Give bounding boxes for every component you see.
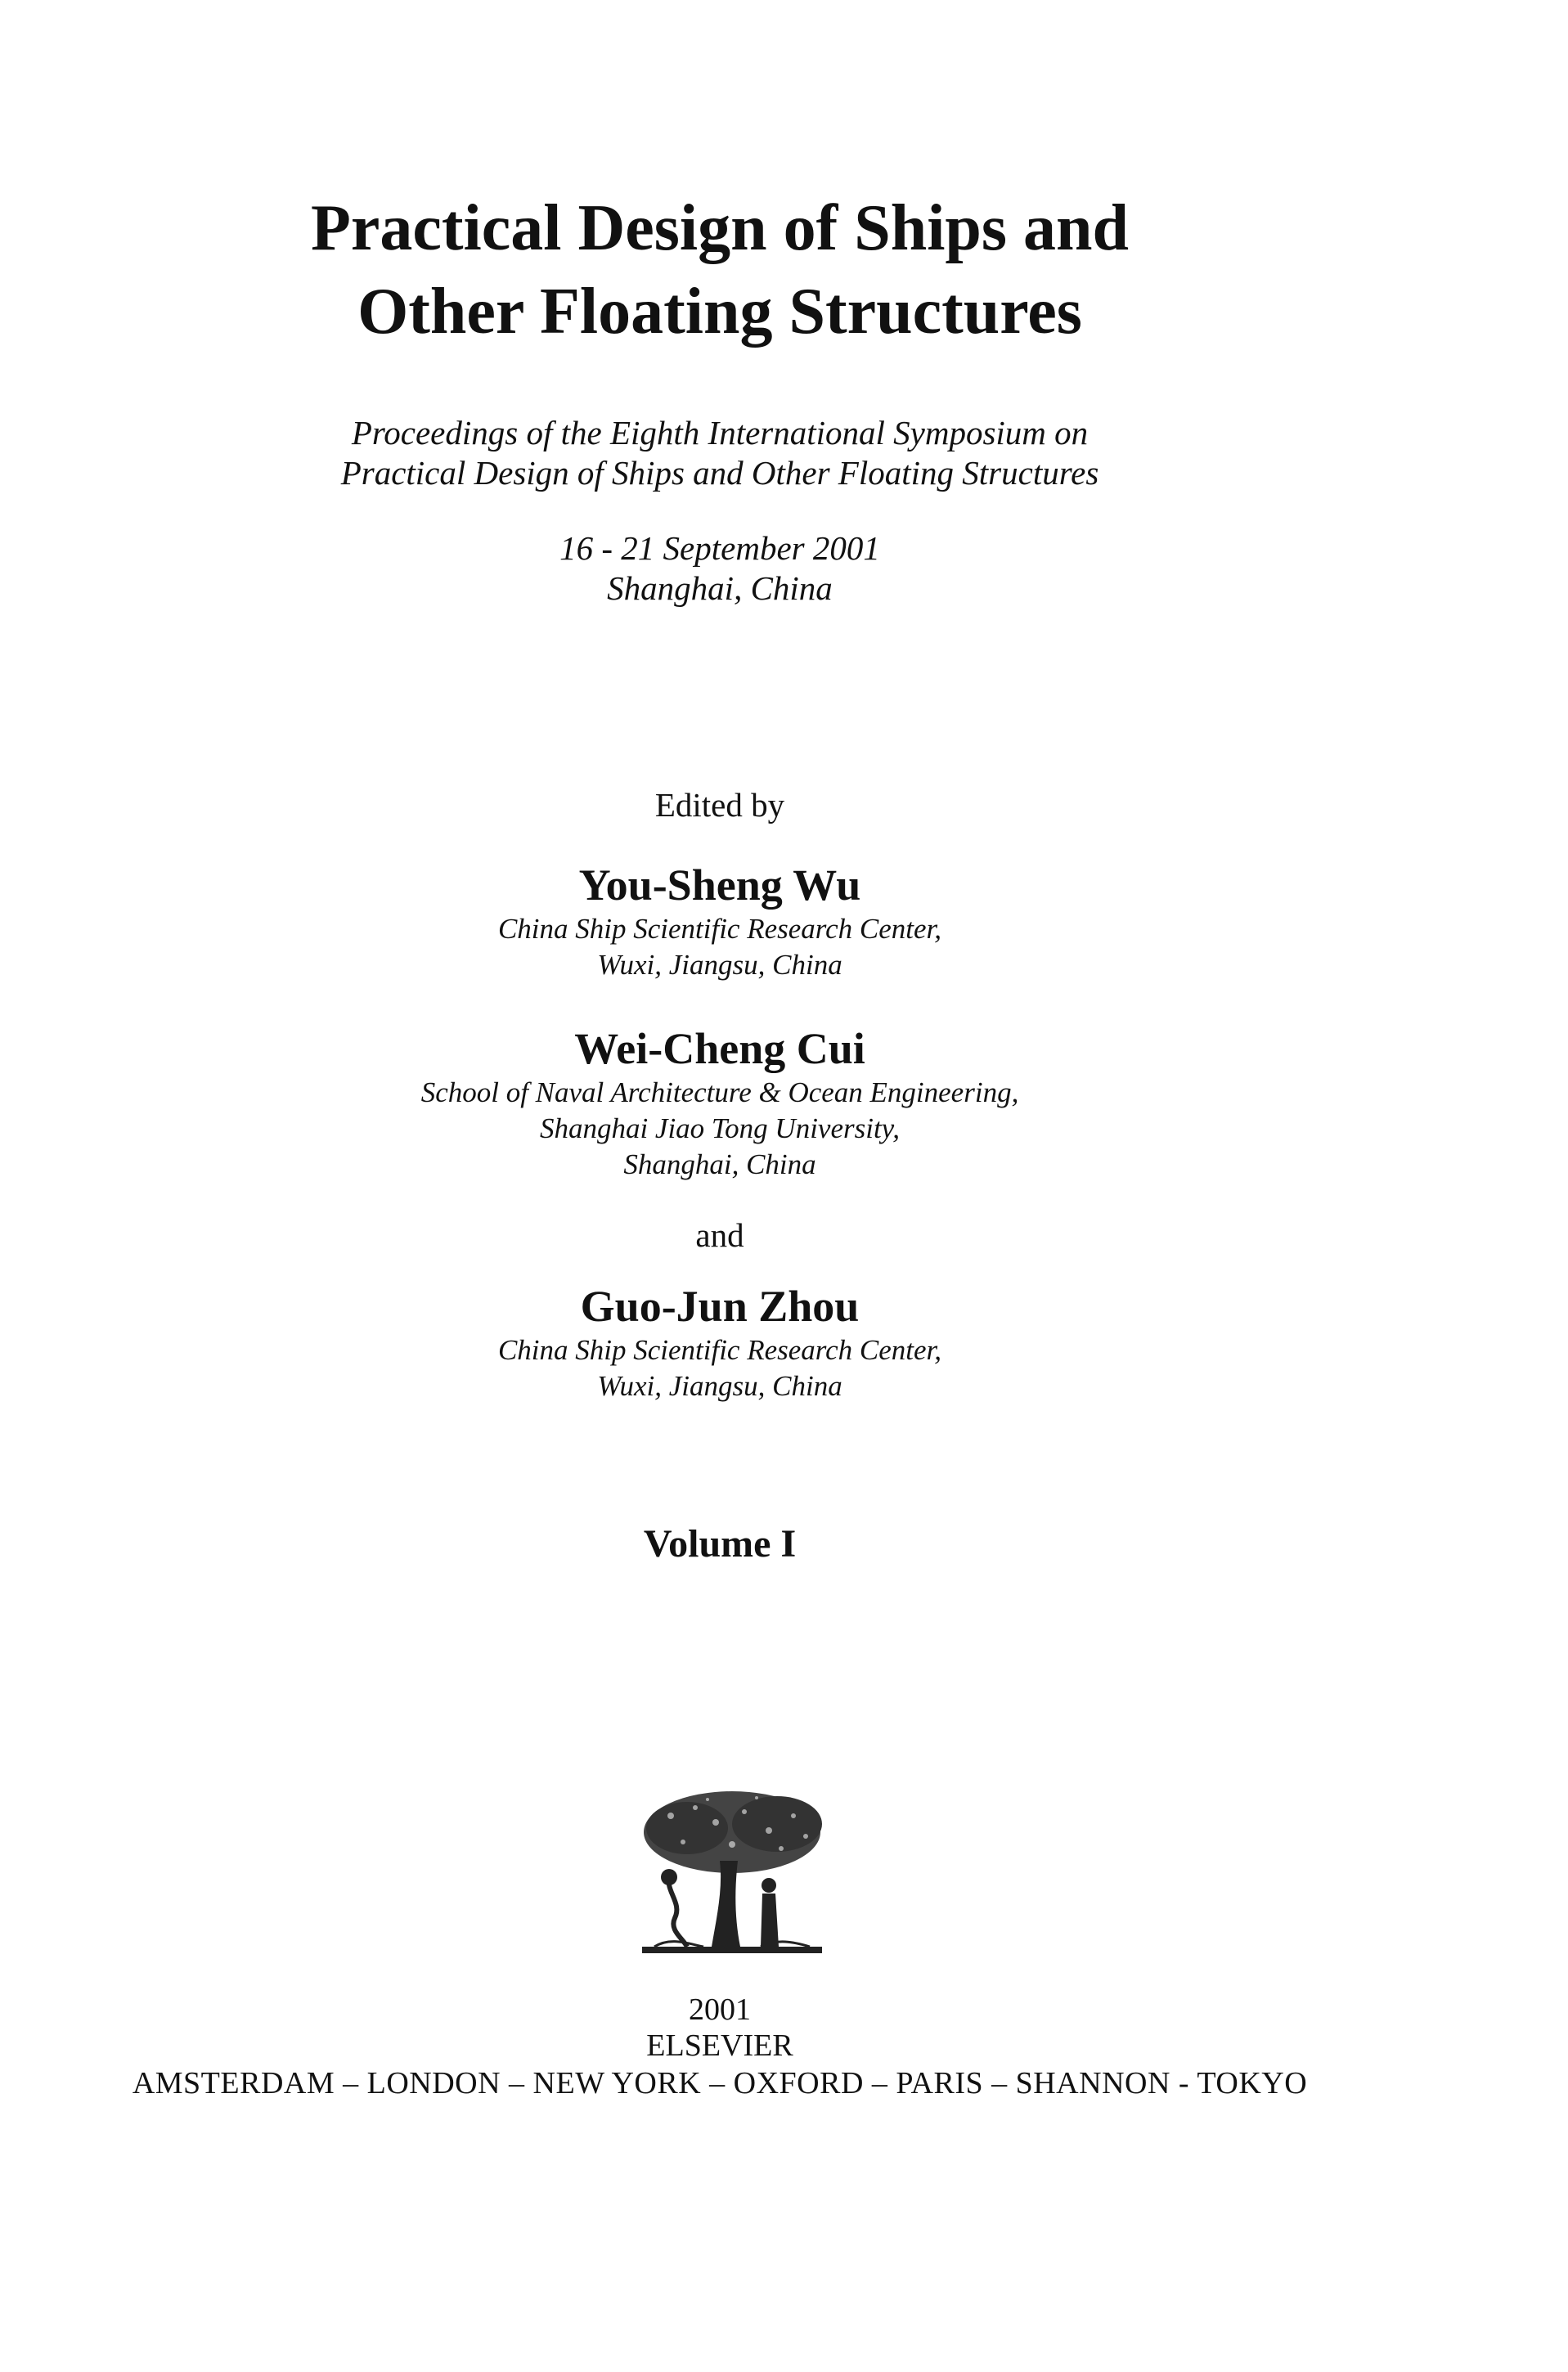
book-title-line-1: Practical Design of Ships and [310, 192, 1130, 264]
editor-1 [0, 859, 1440, 983]
proceedings-subtitle [0, 413, 1440, 493]
editor-affiliation-line: Wuxi, Jiangsu, China [597, 1370, 842, 1402]
publisher-info [0, 1992, 1440, 2064]
volume-label: Volume I [643, 1522, 797, 1566]
publisher-name: ELSEVIER [646, 2028, 793, 2063]
event-dates: 16 - 21 September 2001 [559, 529, 880, 567]
proceedings-line-2: Practical Design of Ships and Other Floating Structures [340, 454, 1099, 492]
editor-affiliation-line: Wuxi, Jiangsu, China [597, 949, 842, 981]
editor-affiliation-line: School of Naval Architecture & Ocean Engineering, [420, 1076, 1019, 1108]
editor-3 [0, 1280, 1440, 1404]
publication-year: 2001 [689, 1992, 751, 2027]
book-title-line-2: Other Floating Structures [357, 276, 1082, 348]
edited-by-label: Edited by [654, 786, 785, 824]
proceedings-line-1: Proceedings of the Eighth International Symposium on [351, 414, 1089, 451]
book-title [0, 186, 1440, 353]
editor-affiliation-line: China Ship Scientific Research Center, [497, 1334, 942, 1366]
editor-name: Wei-Cheng Cui [574, 1024, 865, 1073]
editor-affiliation-line: Shanghai, China [623, 1148, 816, 1180]
editor-affiliation-line: China Ship Scientific Research Center, [497, 913, 942, 945]
editor-affiliation-line: Shanghai Jiao Tong University, [539, 1112, 901, 1144]
editor-name: Guo-Jun Zhou [580, 1282, 860, 1331]
and-conjunction: and [695, 1216, 744, 1254]
elsevier-tree-logo-icon [638, 1783, 826, 1963]
event-location: Shanghai, China [607, 569, 833, 607]
editor-2 [0, 1022, 1440, 1183]
publisher-cities: AMSTERDAM – LONDON – NEW YORK – OXFORD – PARIS – SHANNON - TOKYO [132, 2066, 1308, 2100]
editor-name: You-Sheng Wu [578, 860, 861, 910]
event-info [0, 528, 1440, 609]
